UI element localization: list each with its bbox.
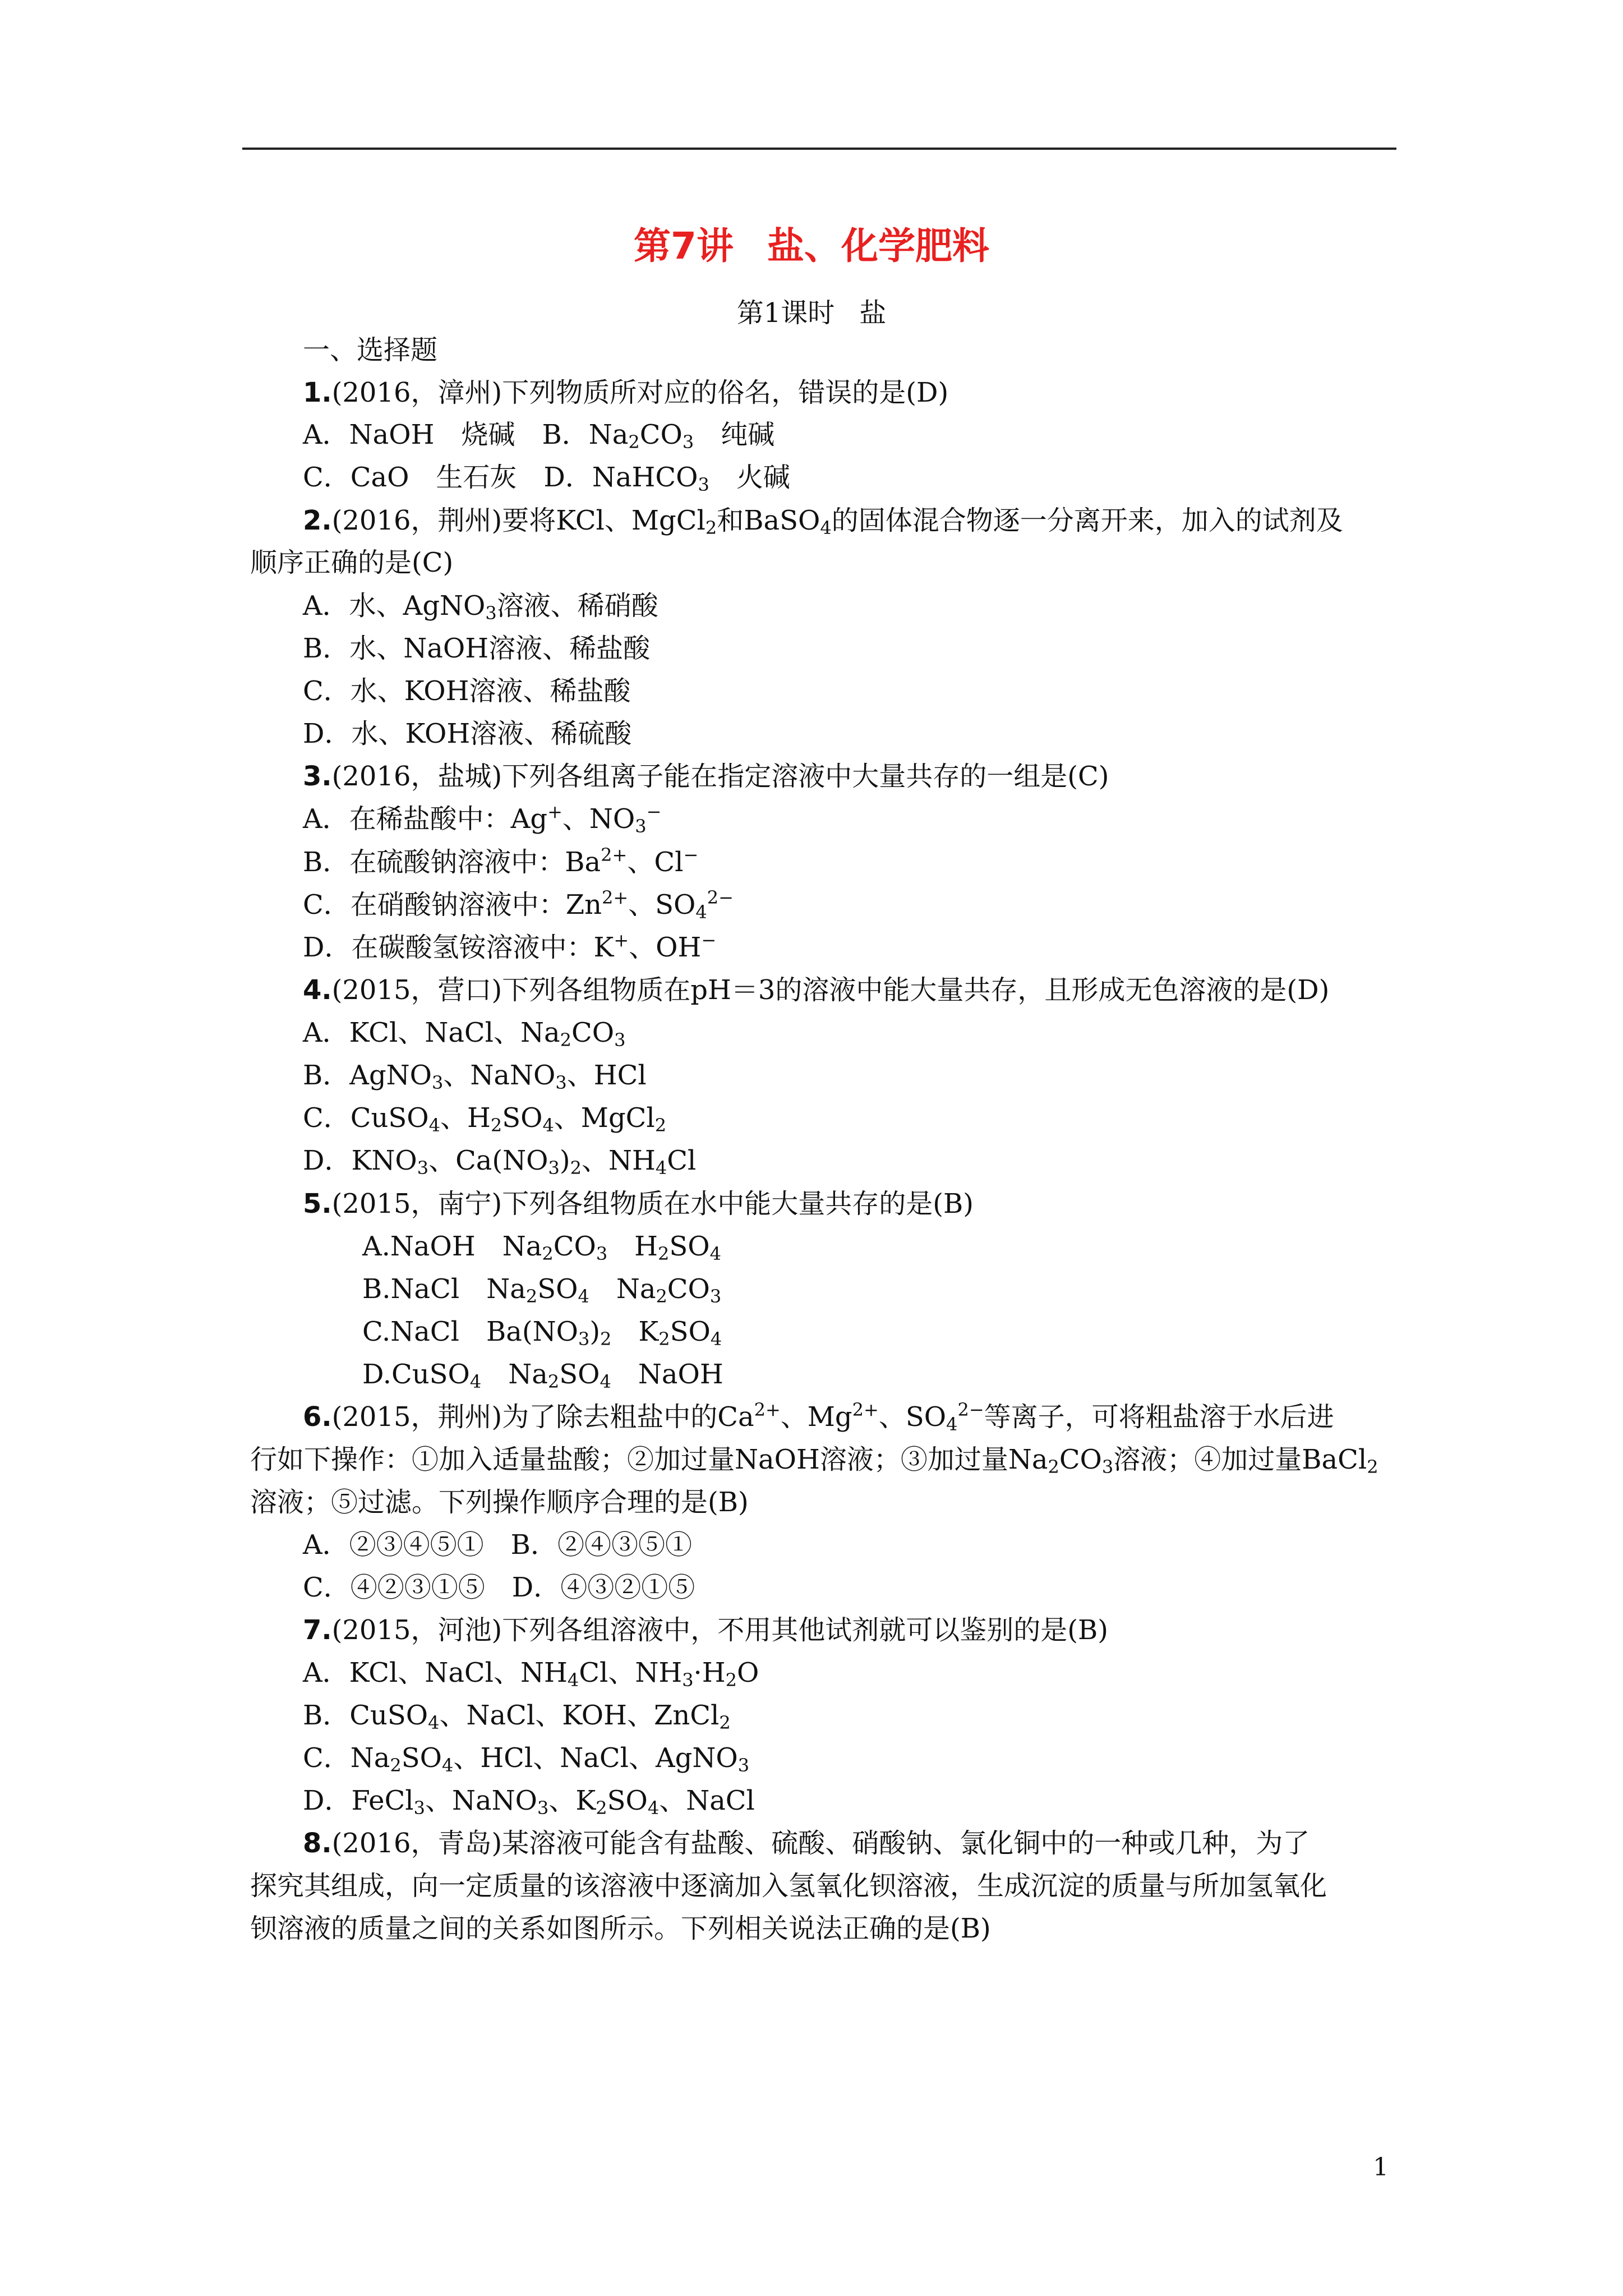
question-6-stem-cont-2: 溶液；⑤过滤。下列操作顺序合理的是(B) bbox=[250, 1487, 749, 1518]
question-8: 8.(2016，青岛)某溶液可能含有盐酸、硫酸、硝酸钠、氯化铜中的一种或几种，为了 bbox=[303, 1828, 1310, 1859]
question-4-option-b: B．AgNO$_3$、NaNO$_3$、HCl bbox=[303, 1060, 647, 1093]
question-2-option-c: C．水、KOH溶液、稀盐酸 bbox=[303, 675, 631, 707]
header-rule bbox=[242, 148, 1396, 150]
question-1: 1.(2016，漳州)下列物质所对应的俗名，错误的是(D) bbox=[303, 377, 949, 408]
question-3-option-a: A．在稀盐酸中：Ag+、$NO_3^-$ bbox=[303, 801, 662, 837]
question-7: 7.(2015，河池)下列各组溶液中，不用其他试剂就可以鉴别的是(B) bbox=[303, 1614, 1108, 1646]
question-2-stem-cont: 顺序正确的是(C) bbox=[250, 547, 454, 578]
question-2-option-d: D．水、KOH溶液、稀硫酸 bbox=[303, 718, 632, 749]
question-4: 4.(2015，营口)下列各组物质在pH＝3的溶液中能大量共存，且形成无色溶液的是(D) bbox=[303, 974, 1330, 1006]
question-4-option-a: A．KCl、NaCl、$Na_2CO_3$ bbox=[303, 1017, 626, 1051]
question-2-option-a: A．水、AgNO$_3$溶液、稀硝酸 bbox=[303, 590, 658, 624]
question-7-option-a: A．KCl、NaCl、$NH_4Cl$、$NH_3\cdot H_2O$ bbox=[303, 1657, 759, 1691]
question-2-option-b: B．水、NaOH溶液、稀盐酸 bbox=[303, 633, 651, 664]
question-4-option-d: D．$KNO_3$、$Ca(NO_3)_2$、$NH_4Cl$ bbox=[303, 1145, 697, 1179]
question-5-option-c: C.NaCl $Ba(NO_3)_2$ $K_2SO_4$ bbox=[362, 1316, 722, 1350]
question-3-option-c: C．在硝酸钠溶液中：$Zn^{2+}$、$SO_4^{2-}$ bbox=[303, 887, 734, 923]
question-7-option-d: D．FeCl$_3$、NaNO$_3$、$K_2SO_4$、NaCl bbox=[303, 1785, 755, 1819]
question-6: 6.(2015，荆州)为了除去粗盐中的$Ca^{2+}$、$Mg^{2+}$、$SO_4^{2-}$等离子，可将粗盐溶于水后进 bbox=[303, 1399, 1334, 1435]
question-6-options-cd: C．④②③①⑤ D．④③②①⑤ bbox=[303, 1572, 695, 1603]
question-7-option-c: C．$Na_2SO_4$、HCl、NaCl、AgNO$_3$ bbox=[303, 1742, 750, 1776]
question-5-option-d: D.CuSO$_4$ $Na_2SO_4$ NaOH bbox=[362, 1359, 723, 1392]
question-5: 5.(2015，南宁)下列各组物质在水中能大量共存的是(B) bbox=[303, 1188, 974, 1220]
question-3: 3.(2016，盐城)下列各组离子能在指定溶液中大量共存的一组是(C) bbox=[303, 761, 1109, 792]
page-number: 1 bbox=[1373, 2153, 1389, 2182]
question-3-option-d: D．在碳酸氢铵溶液中：K+、OH− bbox=[303, 930, 717, 963]
question-8-stem-cont-2: 钡溶液的质量之间的关系如图所示。下列相关说法正确的是(B) bbox=[250, 1913, 991, 1944]
question-6-stem-cont-1: 行如下操作：①加入适量盐酸；②加过量NaOH溶液；③加过量$Na_2CO_3$溶液；④加过量BaCl$_2$ bbox=[250, 1444, 1378, 1478]
question-6-options-ab: A．②③④⑤① B．②④③⑤① bbox=[303, 1529, 692, 1561]
question-5-option-b: B.NaCl $Na_2SO_4$ $Na_2CO_3$ bbox=[362, 1273, 722, 1307]
question-4-option-c: C．CuSO$_4$、$H_2SO_4$、MgCl$_2$ bbox=[303, 1102, 667, 1136]
section-heading: 一、选择题 bbox=[303, 334, 438, 366]
lesson-subtitle: 第1课时 盐 bbox=[736, 297, 887, 329]
question-1-options-cd: C．CaO 生石灰 D．NaHCO$_3$ 火碱 bbox=[303, 462, 790, 495]
question-2: 2.(2016，荆州)要将KCl、MgCl$_2$和BaSO$_4$的固体混合物逐一分离开来，加入的试剂及 bbox=[303, 505, 1343, 539]
question-1-options-ab: A．NaOH 烧碱 B．$Na_2CO_3$ 纯碱 bbox=[303, 419, 775, 453]
question-5-option-a: A.NaOH $Na_2CO_3$ $H_2SO_4$ bbox=[362, 1231, 721, 1264]
question-3-option-b: B．在硫酸钠溶液中：$Ba^{2+}$、Cl− bbox=[303, 844, 699, 878]
question-8-stem-cont-1: 探究其组成，向一定质量的该溶液中逐滴加入氢氧化钡溶液，生成沉淀的质量与所加氢氧化 bbox=[250, 1870, 1327, 1902]
lesson-title: 第7讲 盐、化学肥料 bbox=[634, 224, 989, 268]
question-7-option-b: B．CuSO$_4$、NaCl、KOH、ZnCl$_2$ bbox=[303, 1700, 731, 1733]
